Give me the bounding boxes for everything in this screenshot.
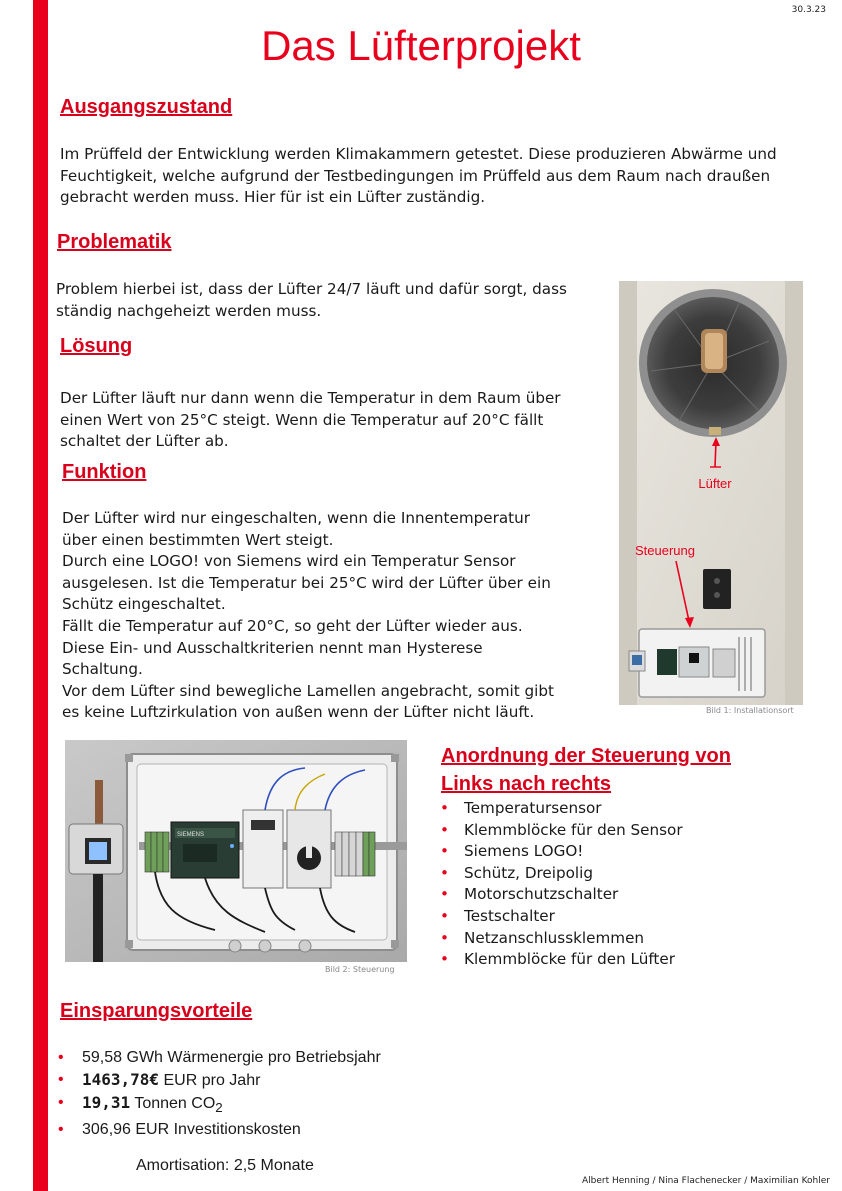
device-brand-label: SIEMENS xyxy=(177,832,205,838)
text-line: über einen bestimmten Wert steigt. xyxy=(62,530,334,549)
heading-einsparung: Einsparungsvorteile xyxy=(60,1000,253,1022)
text-line: einen Wert von 25°C steigt. Wenn die Temperatur auf 20°C fällt xyxy=(60,410,544,429)
text-line: Fällt die Temperatur auf 20°C, so geht der Lüfter wieder aus. xyxy=(62,616,523,635)
savings-item xyxy=(58,1069,478,1092)
text-line: Vor dem Lüfter sind bewegliche Lamellen angebracht, somit gibt xyxy=(62,681,554,700)
paragraph-ausgangszustand xyxy=(60,144,790,209)
authors-footer: Albert Henning / Nina Flachenecker / Maximilian Kohler xyxy=(581,1176,830,1186)
list-item: • Schütz, Dreipolig xyxy=(440,863,820,885)
savings-value: 19,31 xyxy=(82,1093,131,1112)
savings-list xyxy=(58,1047,478,1141)
savings-item xyxy=(58,1092,478,1119)
heading-anordnung xyxy=(441,742,731,798)
text-line: gebracht werden muss. Hier für ist ein Lüfter zuständig. xyxy=(60,188,486,207)
savings-text: EUR Investitionskosten xyxy=(130,1121,301,1139)
caption-steuerung: Bild 2: Steuerung xyxy=(325,965,395,974)
savings-item xyxy=(58,1119,478,1141)
text-line: ausgelesen. Ist die Temperatur bei 25°C wird der Lüfter über ein xyxy=(62,573,551,592)
text-line: Feuchtigkeit, welche aufgrund der Testbedingungen im Prüffeld aus dem Raum nach draußen xyxy=(60,166,771,185)
text-line: Schaltung. xyxy=(62,660,143,679)
savings-value: 306,96 xyxy=(82,1121,131,1139)
text-line: Schütz eingeschaltet. xyxy=(62,595,226,614)
savings-text: GWh Wärmenergie pro Betriebsjahr xyxy=(122,1049,381,1066)
label-fan: Lüfter xyxy=(698,476,732,491)
red-side-bar xyxy=(33,0,48,1191)
control-box-photo xyxy=(65,740,407,962)
heading-line: Links nach rechts xyxy=(441,773,612,795)
caption-installation: Bild 1: Installationsort xyxy=(706,706,794,715)
list-item: • Netzanschlussklemmen xyxy=(440,928,820,950)
text-line: Diese Ein- und Ausschaltkriterien nennt man Hysterese xyxy=(62,638,483,657)
text-line: Der Lüfter läuft nur dann wenn die Temperatur in dem Raum über xyxy=(60,389,561,407)
savings-text: EUR pro Jahr xyxy=(159,1072,261,1089)
savings-item xyxy=(58,1047,478,1069)
list-item: • Motorschutzschalter xyxy=(440,884,820,906)
date-stamp: 30.3.23 xyxy=(791,5,826,15)
list-item: • Klemmblöcke für den Lüfter xyxy=(440,949,820,971)
heading-loesung: Lösung xyxy=(60,335,133,357)
text-line: es keine Luftzirkulation von außen wenn der Lüfter nicht läuft. xyxy=(62,703,535,722)
heading-funktion: Funktion xyxy=(62,461,147,483)
paragraph-funktion xyxy=(62,508,602,724)
savings-value: 59,58 xyxy=(82,1049,123,1066)
list-item: • Klemmblöcke für den Sensor xyxy=(440,820,820,842)
savings-value: 1463,78€ xyxy=(82,1070,160,1089)
list-item: • Siemens LOGO! xyxy=(440,841,820,863)
paragraph-loesung xyxy=(60,388,600,453)
text-line: Durch eine LOGO! von Siemens wird ein Temperatur Sensor xyxy=(62,552,516,571)
heading-line: Anordnung der Steuerung von xyxy=(441,745,731,767)
heading-problematik: Problematik xyxy=(57,231,172,253)
paragraph-problematik xyxy=(56,279,596,322)
installation-photo xyxy=(619,281,803,705)
subscript: 2 xyxy=(215,1100,223,1116)
page-title: Das Lüfterprojekt xyxy=(261,22,581,69)
text-line: ständig nachgeheizt werden muss. xyxy=(56,301,322,320)
list-item: • Temperatursensor xyxy=(440,798,820,820)
label-control: Steuerung xyxy=(635,543,695,558)
amortisation-text: Amortisation: 2,5 Monate xyxy=(136,1157,314,1174)
text-line: Problem hierbei ist, dass der Lüfter 24/7 läuft und dafür sorgt, dass xyxy=(56,280,567,298)
text-line: Im Prüffeld der Entwicklung werden Klimakammern getestet. Diese produzieren Abwärme und xyxy=(60,145,777,163)
savings-text: Tonnen CO xyxy=(130,1095,216,1112)
text-line: schaltet der Lüfter ab. xyxy=(60,432,229,451)
heading-ausgangszustand: Ausgangszustand xyxy=(60,96,233,118)
text-line: Der Lüfter wird nur eingeschalten, wenn die Innentemperatur xyxy=(62,509,530,527)
list-item: • Testschalter xyxy=(440,906,820,928)
arrangement-list xyxy=(440,798,820,971)
